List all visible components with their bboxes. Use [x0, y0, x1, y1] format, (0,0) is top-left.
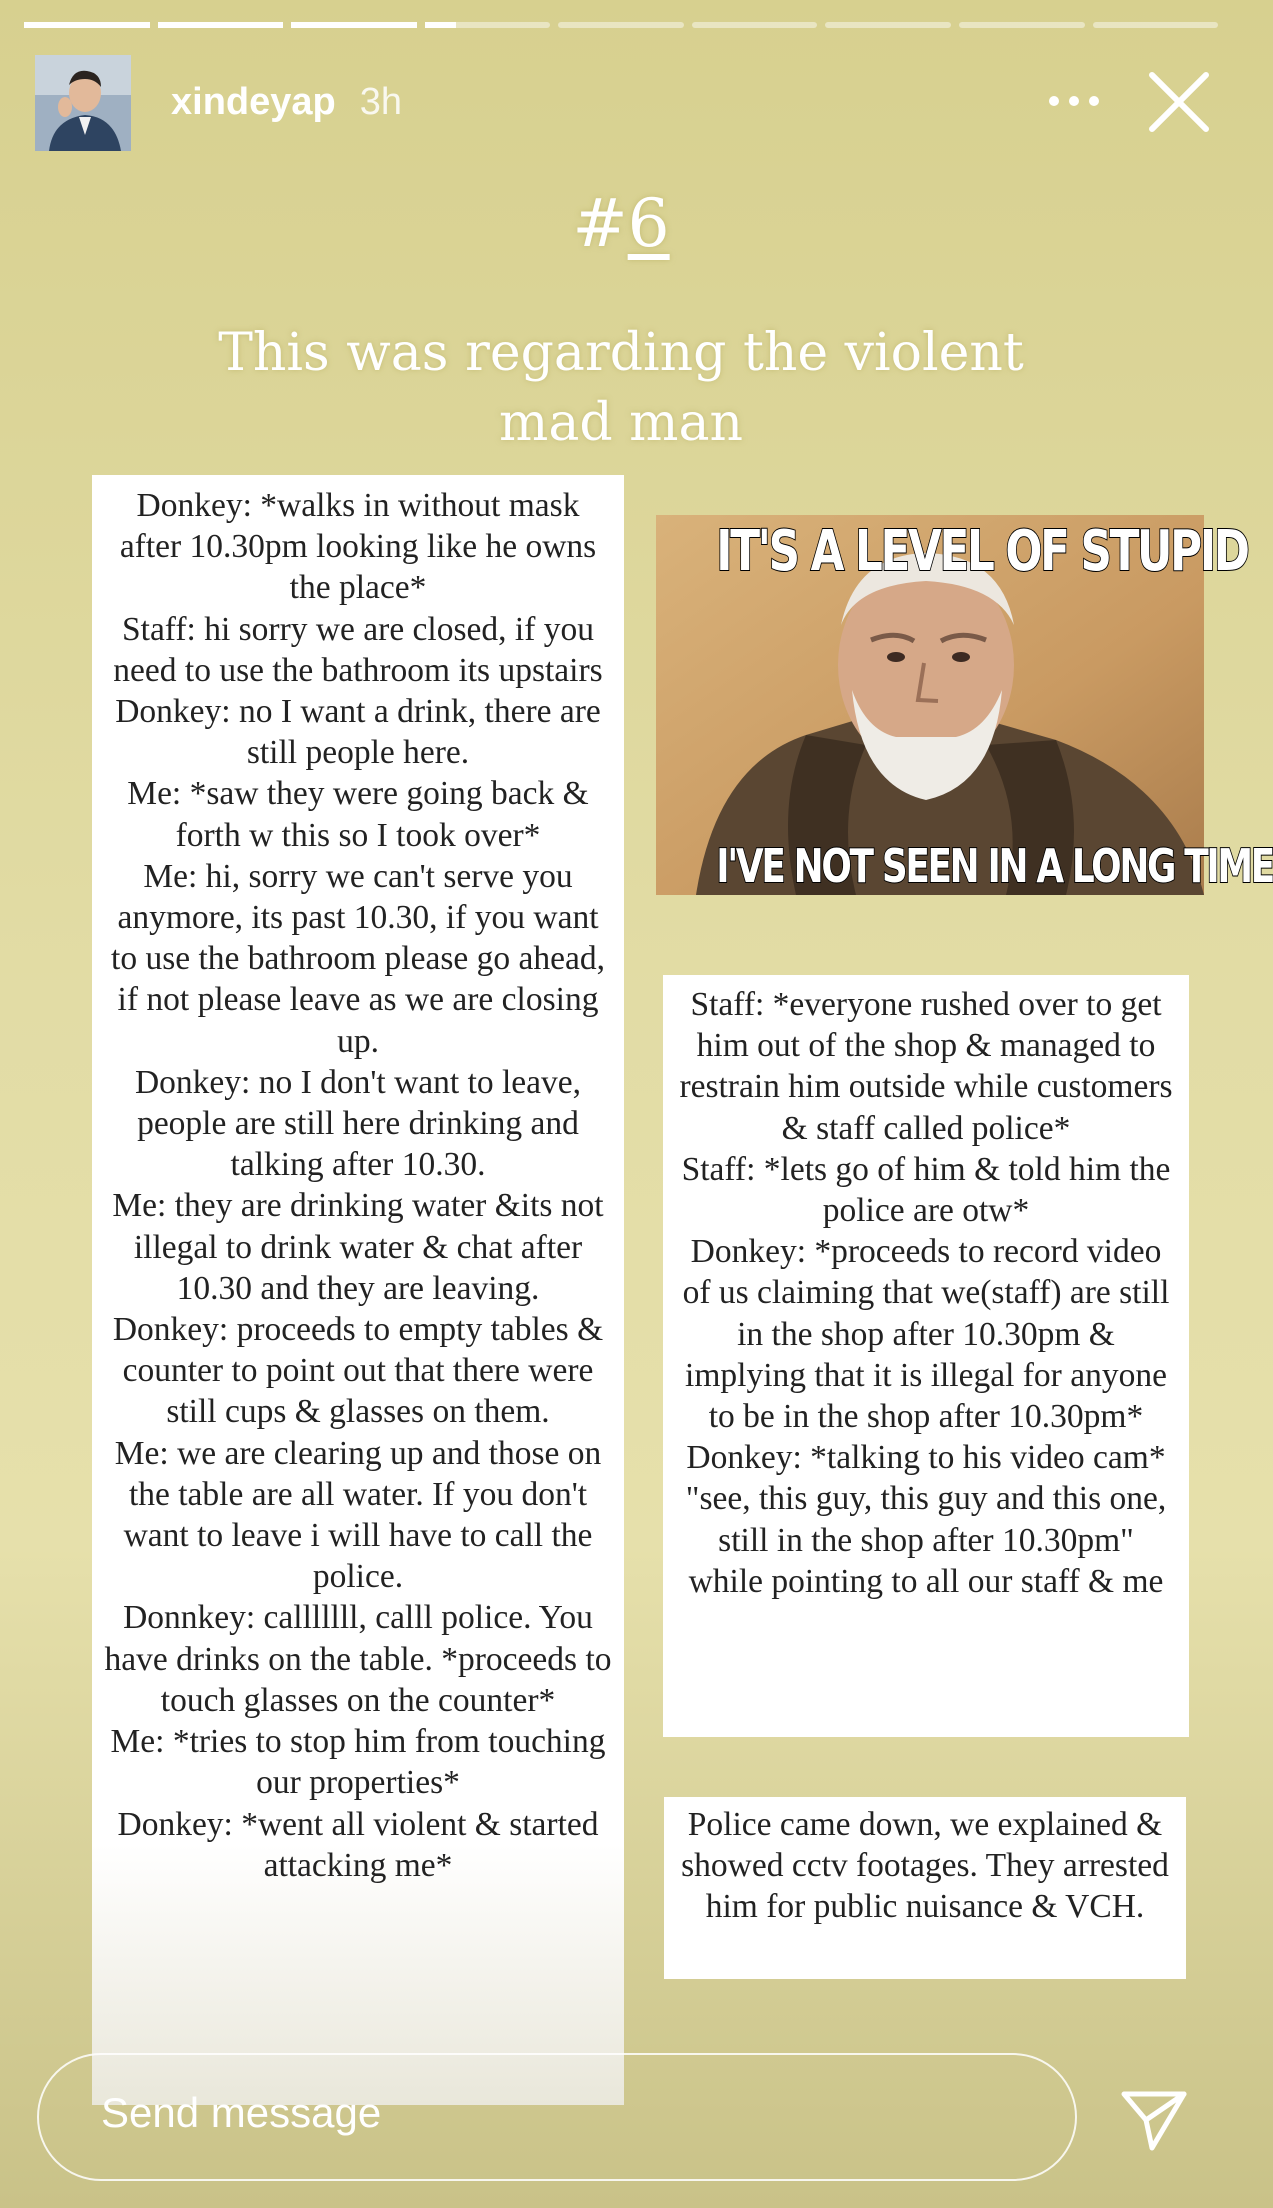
left-text-box: [92, 475, 624, 2105]
meme-top-text: IT'S A LEVEL OF STUPID: [716, 519, 1248, 584]
number-prefix: #: [572, 185, 628, 262]
story-segment: [959, 22, 1085, 28]
username[interactable]: xindeyap: [171, 81, 336, 123]
left-line: Donkey: no I don't want to leave, people are still here drinking and talking after 10.30.: [134, 1063, 582, 1184]
left-line: Donkey: *walks in without mask after 10.30pm looking like he owns the place*: [119, 487, 597, 607]
post-time: 3h: [359, 81, 403, 123]
number-value: 6: [627, 185, 670, 262]
story-segment-fill: [24, 22, 150, 28]
story-segment: [1093, 22, 1219, 28]
story-segment: [425, 22, 551, 28]
left-line: Me: *saw they were going back & forth w this so I took over*: [127, 775, 589, 854]
more-dots-icon[interactable]: [1046, 77, 1102, 134]
close-icon[interactable]: [1144, 67, 1214, 137]
left-line: Me: they are drinking water &its not illegal to drink water & chat after 10.30 and they are leaving.: [112, 1187, 604, 1307]
story-segment: [692, 22, 818, 28]
left-line: Staff: hi sorry we are closed, if you need to use the bathroom its upstairs: [113, 610, 603, 689]
story-segment-fill: [291, 22, 417, 28]
story-progress-bar: [24, 22, 1218, 28]
story-header: [35, 55, 1222, 150]
left-line: Donkey: *went all violent & started attacking me*: [117, 1805, 599, 1884]
send-message-placeholder: Send message: [101, 2089, 382, 2136]
right-line: Staff: *lets go of him & told him the police are otw*: [681, 1150, 1171, 1230]
avatar[interactable]: [35, 55, 131, 151]
conclusion-text-box: Police came down, we explained & showed cctv footages. They arrested him for public nuisance & VCH.: [664, 1797, 1186, 1979]
left-line: Me: *tries to stop him from touching our properties*: [110, 1723, 606, 1802]
story-segment: [158, 22, 284, 28]
meme-image: [656, 515, 1273, 895]
right-line: Staff: *everyone rushed over to get him out of the shop & managed to restrain him outside while customers & staff called police*: [679, 986, 1173, 1147]
right-text-box: [663, 975, 1189, 1737]
story-subtitle: This was regarding the violent mad man: [218, 323, 1024, 453]
story-segment: [558, 22, 684, 28]
send-message-input[interactable]: [37, 2053, 1077, 2181]
avatar-image: [35, 55, 131, 151]
left-line: Donnkey: calllllll, calll police. You have drinks on the table. *proceeds to touch glasses on the counter*: [104, 1599, 612, 1719]
story-segment-fill: [425, 22, 456, 28]
left-line: Donkey: no I want a drink, there are still people here.: [115, 693, 601, 772]
story-number: [0, 185, 1242, 262]
story-segment-fill: [158, 22, 284, 28]
story-segment: [825, 22, 951, 28]
left-line: Me: we are clearing up and those on the table are all water. If you don't want to leave i will have to call the police.: [114, 1434, 602, 1596]
meme-bottom-text: I'VE NOT SEEN IN A LONG TIME: [716, 839, 1273, 893]
right-line: Donkey: *proceeds to record video of us claiming that we(staff) are still in the shop after 10.30pm & implying that it is illegal for anyone to be in the shop after 10.30pm*: [682, 1233, 1170, 1436]
story-segment: [291, 22, 417, 28]
left-line: Me: hi, sorry we can't serve you anymore, its past 10.30, if you want to use the bathroom please go ahead, if not please leave as we are closing up.: [111, 857, 605, 1060]
right-line: Donkey: *talking to his video cam* "see, this guy, this guy and this one, still in the shop after 10.30pm" while pointing to all our staff & me: [685, 1439, 1167, 1600]
story-segment: [24, 22, 150, 28]
left-line: Donkey: proceeds to empty tables & counter to point out that there were still cups & glasses on them.: [112, 1311, 604, 1431]
send-icon[interactable]: [1118, 2084, 1190, 2156]
